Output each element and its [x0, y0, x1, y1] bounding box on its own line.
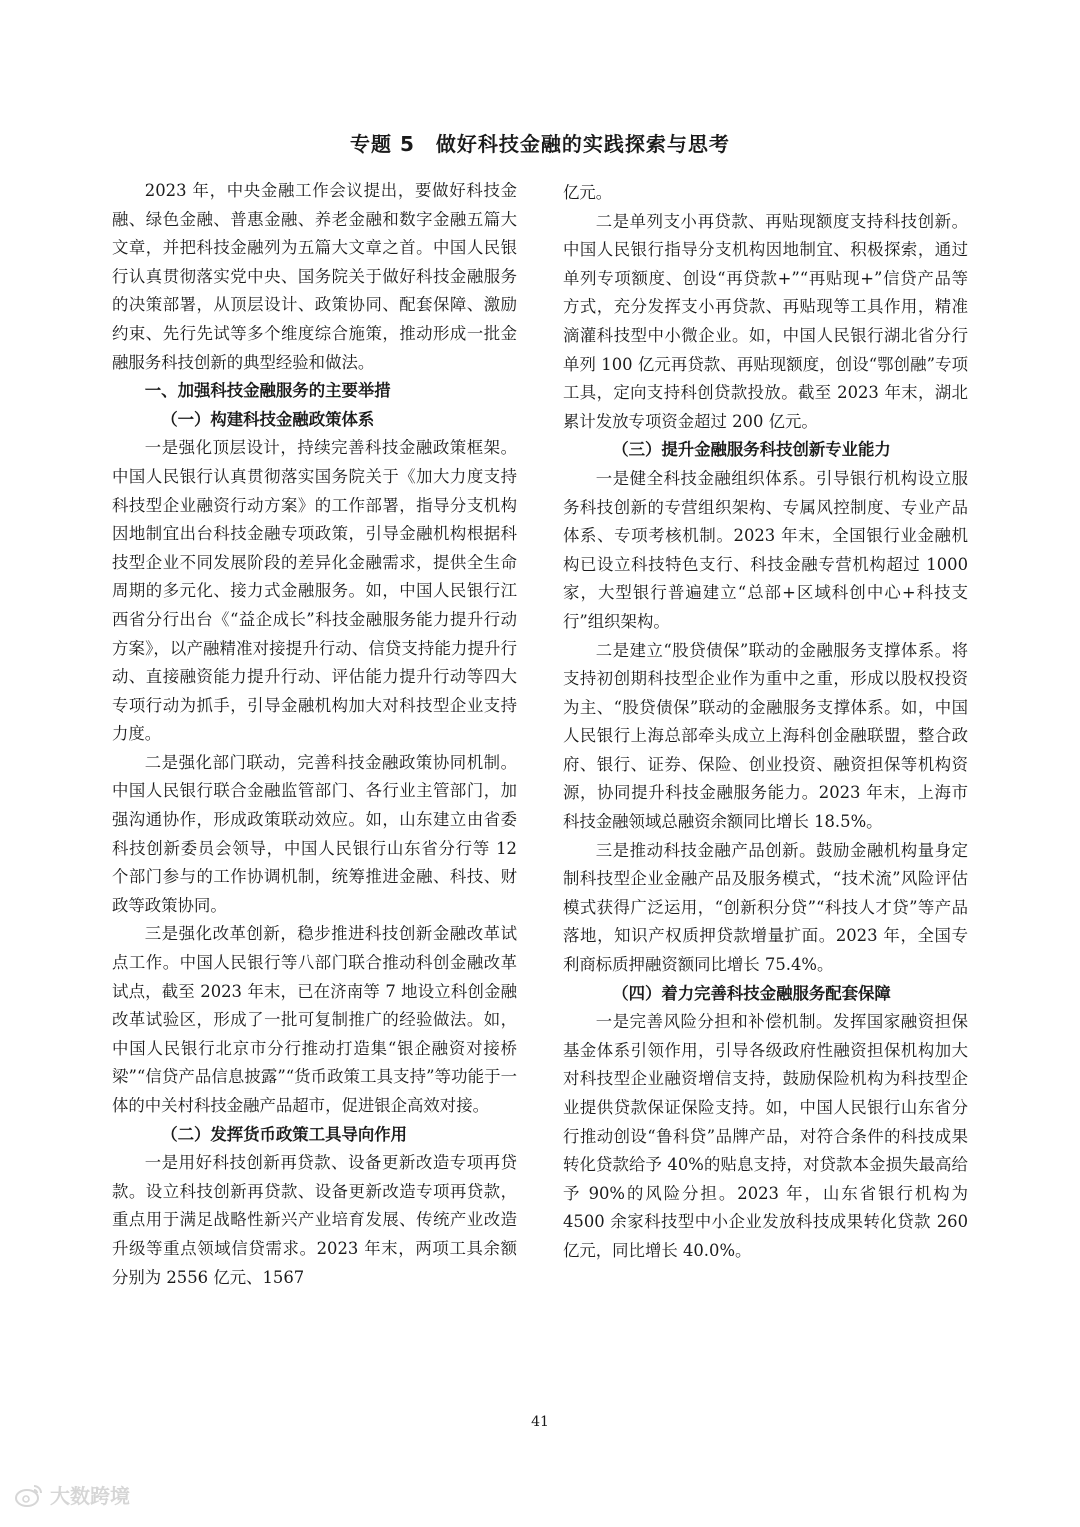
section-heading-1: 一、加强科技金融服务的主要举措 — [144, 381, 391, 401]
paragraph: 一是完善风险分担和补偿机制。发挥国家融资担保基金体系引领作用，引导各级政府性融资担保机构加大对科技型企业融资增信支持，鼓励保险机构为科技型企业提供贷款保证保险支持。如，中国人民银行山东省分行推动创设“鲁科贷”品牌产品，对符合条件的科技成果转化贷款给予 40%的贴息支持，对贷款本金损失最高给予 90%的风险分担。2023 年，山东省银行机构为 4500 余家科技型中小企业发放科技成果转化贷款 260 亿元，同比增长 40.0%。 — [563, 1012, 968, 1260]
watermark-text: 大数跨境 — [50, 1484, 130, 1508]
right-column — [563, 179, 968, 1266]
subsection-heading-1: （一）构建科技金融政策体系 — [161, 409, 375, 429]
subsection-heading-4: （四）着力完善科技金融服务配套保障 — [612, 983, 891, 1003]
paragraph: 一是用好科技创新再贷款、设备更新改造专项再贷款。设立科技创新再贷款、设备更新改造专项再贷款，重点用于满足战略性新兴产业培育发展、传统产业改造升级等重点领域信贷需求。2023 年末，两项工具余额分别为 2556 亿元、1567 — [112, 1153, 517, 1287]
left-column — [112, 177, 517, 1292]
paragraph: 二是单列支小再贷款、再贴现额度支持科技创新。中国人民银行指导分支机构因地制宜、积极探索，通过单列专项额度、创设“再贷款+”“再贴现+”信贷产品等方式，充分发挥支小再贷款、再贴现等工具作用，精准滴灌科技型中小微企业。如，中国人民银行湖北省分行单列 100 亿元再贷款、再贴现额度，创设“鄂创融”专项工具，定向支持科创贷款投放。截至 2023 年末，湖北累计发放专项资金超过 200 亿元。 — [563, 211, 968, 431]
watermark — [14, 1480, 130, 1509]
subsection-heading-3: （三）提升金融服务科技创新专业能力 — [612, 440, 891, 460]
page-title: 专题 5 做好科技金融的实践探索与思考 — [350, 132, 730, 156]
paragraph: 三是推动科技金融产品创新。鼓励金融机构量身定制科技型企业金融产品及服务模式，“技术流”风险评估模式获得广泛运用，“创新积分贷”“科技人才贷”等产品落地，知识产权质押贷款增量扩面。2023 年，全国专利商标质押融资额同比增长 75.4%。 — [563, 840, 968, 975]
paragraph: 一是强化顶层设计，持续完善科技金融政策框架。中国人民银行认真贯彻落实国务院关于《加大力度支持科技型企业融资行动方案》的工作部署，指导分支机构因地制宜出台科技金融专项政策，引导金融机构根据科技型企业不同发展阶段的差异化金融需求，提供全生命周期的多元化、接力式金融服务。如，中国人民银行江西省分行出台《“益企成长”科技金融服务能力提升行动方案》，以产融精准对接提升行动、信贷支持能力提升行动、直接融资能力提升行动、评估能力提升行动等四大专项行动为抓手，引导金融机构加大对科技型企业支持力度。 — [112, 438, 517, 744]
subsection-heading-2: （二）发挥货币政策工具导向作用 — [161, 1124, 408, 1144]
weibo-logo-icon — [14, 1482, 44, 1508]
paragraph: 三是强化改革创新，稳步推进科技创新金融改革试点工作。中国人民银行等八部门联合推动科创金融改革试点，截至 2023 年末，已在济南等 7 地设立科创金融改革试验区，形成了一批可复制推广的经验做法。如，中国人民银行北京市分行推动打造集“银企融资对接桥梁”“信贷产品信息披露”“货币政策工具支持”等功能于一体的中关村科技金融产品超市，促进银企高效对接。 — [112, 924, 517, 1115]
paragraph-continuation: 亿元。 — [563, 183, 613, 202]
paragraph: 一是健全科技金融组织体系。引导银行机构设立服务科技创新的专营组织架构、专属风控制度、专业产品体系、专项考核机制。2023 年末，全国银行业金融机构已设立科技特色支行、科技金融专营机构超过 1000 家，大型银行普遍建立“总部+区域科创中心+科技支行”组织架构。 — [563, 468, 968, 631]
paragraph: 二是强化部门联动，完善科技金融政策协同机制。中国人民银行联合金融监管部门、各行业主管部门，加强沟通协作，形成政策联动效应。如，山东建立由省委科技创新委员会领导，中国人民银行山东省分行等 12 个部门参与的工作协调机制，统筹推进金融、科技、财政等政策协同。 — [112, 752, 517, 915]
paragraph-intro: 2023 年，中央金融工作会议提出，要做好科技金融、绿色金融、普惠金融、养老金融和数字金融五篇大文章，并把科技金融列为五篇大文章之首。中国人民银行认真贯彻落实党中央、国务院关于做好科技金融服务的决策部署，从顶层设计、政策协同、配套保障、激励约束、先行先试等多个维度综合施策，推动形成一批金融服务科技创新的典型经验和做法。 — [112, 181, 517, 372]
paragraph: 二是建立“股贷债保”联动的金融服务支撑体系。将支持初创期科技型企业作为重中之重，形成以股权投资为主、“股贷债保”联动的金融服务支撑体系。如，中国人民银行上海总部牵头成立上海科创金融联盟，整合政府、银行、证券、保险、创业投资、融资担保等机构资源，协同提升科技金融服务能力。2023 年末，上海市科技金融领域总融资余额同比增长 18.5%。 — [563, 640, 968, 832]
page-number: 41 — [531, 1414, 549, 1430]
